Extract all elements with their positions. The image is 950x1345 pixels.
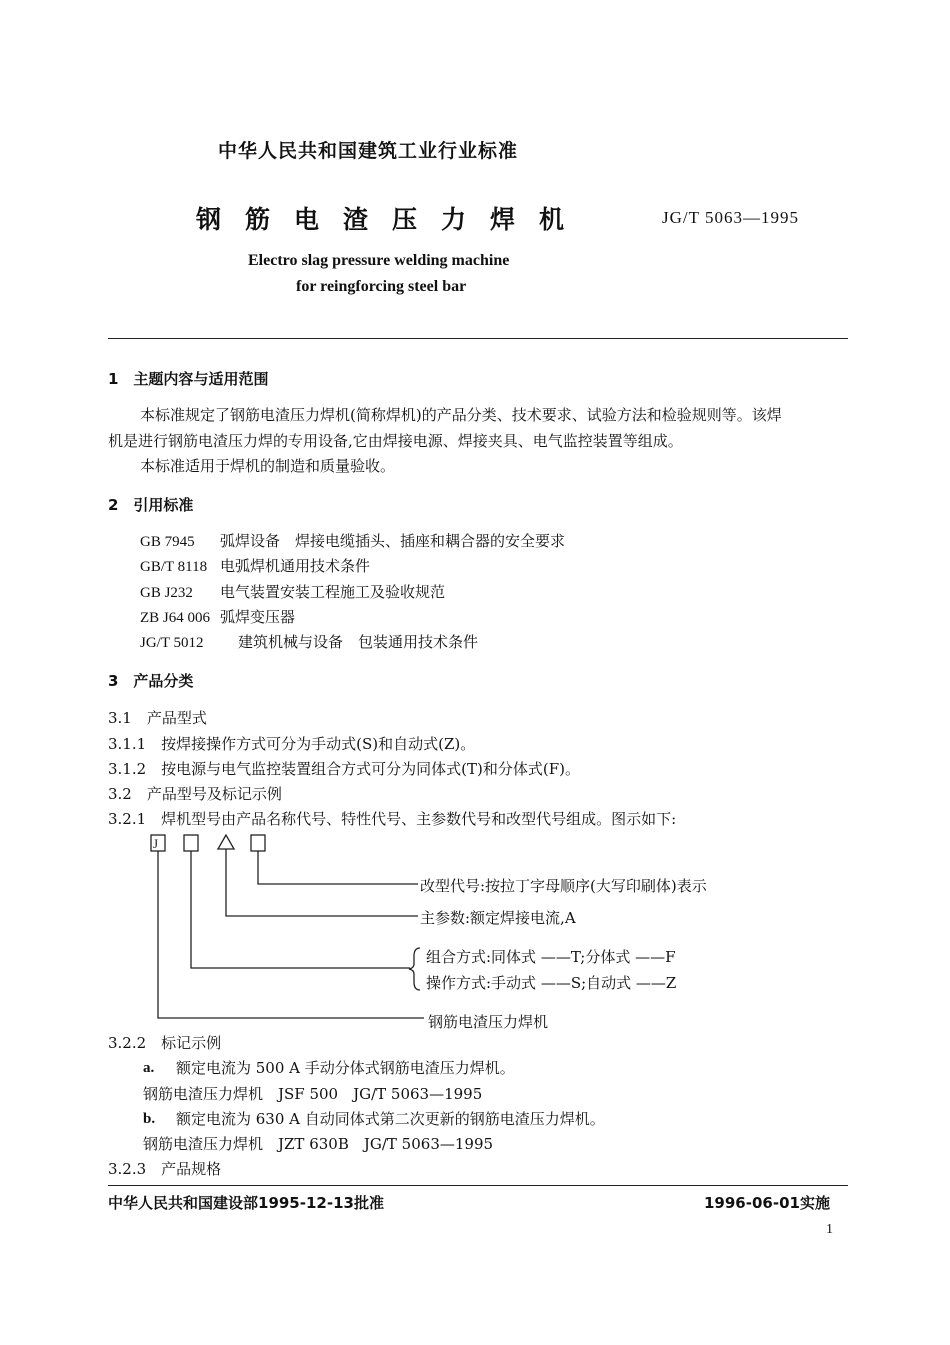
- revision-code-label: 改型代号:按拉丁字母顺序(大写印刷体)表示: [420, 877, 707, 895]
- revision-code-box: [251, 835, 265, 851]
- standard-category: 中华人民共和国建筑工业行业标准: [218, 140, 519, 162]
- example-a-text: 额定电流为 500 A 手动分体式钢筋电渣压力焊机。: [176, 1059, 515, 1077]
- brace-icon: [409, 948, 420, 990]
- clause-3-1-2: 3.1.2 按电源与电气监控装置组合方式可分为同体式(T)和分体式(F)。: [108, 760, 580, 778]
- product-name-label: 钢筋电渣压力焊机: [428, 1013, 549, 1031]
- feature-leader-line: [191, 851, 410, 968]
- document-title: 钢筋电渣压力焊机: [196, 205, 589, 234]
- reference-item: [140, 604, 295, 631]
- example-a-marking: 钢筋电渣压力焊机 JSF 500 JG/T 5063—1995: [143, 1085, 483, 1103]
- implementation-date: 1996-06-01实施: [704, 1194, 830, 1212]
- reference-code: GB 7945: [140, 534, 195, 550]
- footer-divider: [108, 1185, 848, 1186]
- english-title-line-2: for reingforcing steel bar: [296, 278, 467, 295]
- combination-mode-label: 组合方式:同体式 ——T;分体式 ——F: [426, 948, 676, 966]
- reference-code: JG/T 5012: [140, 635, 204, 651]
- main-param-leader-line: [226, 849, 418, 916]
- header-divider: [108, 338, 848, 339]
- reference-item: [140, 579, 445, 606]
- clause-3-1-1: 3.1.1 按焊接操作方式可分为手动式(S)和自动式(Z)。: [108, 735, 476, 753]
- example-a-label: a.: [143, 1060, 155, 1076]
- section-1-para-2: 本标准适用于焊机的制造和质量验收。: [140, 457, 396, 475]
- box-letter: J: [153, 836, 159, 851]
- standard-code: JG/T 5063—1995: [662, 208, 799, 227]
- clause-3-2: 3.2 产品型号及标记示例: [108, 785, 282, 803]
- clause-3-1: 3.1 产品型式: [108, 709, 207, 727]
- reference-title: 电气装置安装工程施工及验收规范: [220, 583, 446, 601]
- operation-mode-label: 操作方式:手动式 ——S;自动式 ——Z: [426, 974, 677, 992]
- reference-title: 弧焊变压器: [220, 608, 296, 626]
- name-leader-line: [158, 851, 424, 1018]
- revision-leader-line: [258, 851, 418, 884]
- reference-code: GB/T 8118: [140, 559, 208, 575]
- model-code-diagram: [148, 832, 768, 1032]
- main-param-label: 主参数:额定焊接电流,A: [420, 909, 576, 927]
- reference-title: 建筑机械与设备 包装通用技术条件: [238, 633, 479, 651]
- reference-code: GB J232: [140, 585, 193, 601]
- section-1-heading: 1 主题内容与适用范围: [108, 370, 269, 388]
- section-3-heading: 3 产品分类: [108, 672, 194, 690]
- clause-3-2-2: 3.2.2 标记示例: [108, 1034, 222, 1052]
- clause-3-2-3: 3.2.3 产品规格: [108, 1160, 222, 1178]
- feature-code-box: [184, 835, 198, 851]
- section-1-para-1-line-2: 机是进行钢筋电渣压力焊的专用设备,它由焊接电源、焊接夹具、电气监控装置等组成。: [108, 432, 683, 450]
- section-2-heading: 2 引用标准: [108, 496, 194, 514]
- reference-code: ZB J64 006: [140, 610, 211, 626]
- reference-item: [140, 553, 370, 580]
- approval-note: 中华人民共和国建设部1995-12-13批准: [108, 1194, 384, 1212]
- clause-3-2-1: 3.2.1 焊机型号由产品名称代号、特性代号、主参数代号和改型代号组成。图示如下:: [108, 810, 677, 828]
- reference-item: [140, 528, 565, 555]
- reference-title: 电弧焊机通用技术条件: [220, 557, 371, 575]
- english-title-line-1: Electro slag pressure welding machine: [248, 252, 510, 269]
- reference-title: 弧焊设备 焊接电缆插头、插座和耦合器的安全要求: [220, 532, 566, 550]
- example-b-text: 额定电流为 630 A 自动同体式第二次更新的钢筋电渣压力焊机。: [176, 1110, 605, 1128]
- example-b-label: b.: [143, 1111, 156, 1127]
- reference-item: [140, 629, 478, 656]
- main-param-triangle: [218, 835, 234, 849]
- section-1-para-1-line-1: 本标准规定了钢筋电渣压力焊机(简称焊机)的产品分类、技术要求、试验方法和检验规则等。该焊: [140, 406, 782, 424]
- example-b-marking: 钢筋电渣压力焊机 JZT 630B JG/T 5063—1995: [143, 1135, 494, 1153]
- page-number: 1: [826, 1222, 833, 1237]
